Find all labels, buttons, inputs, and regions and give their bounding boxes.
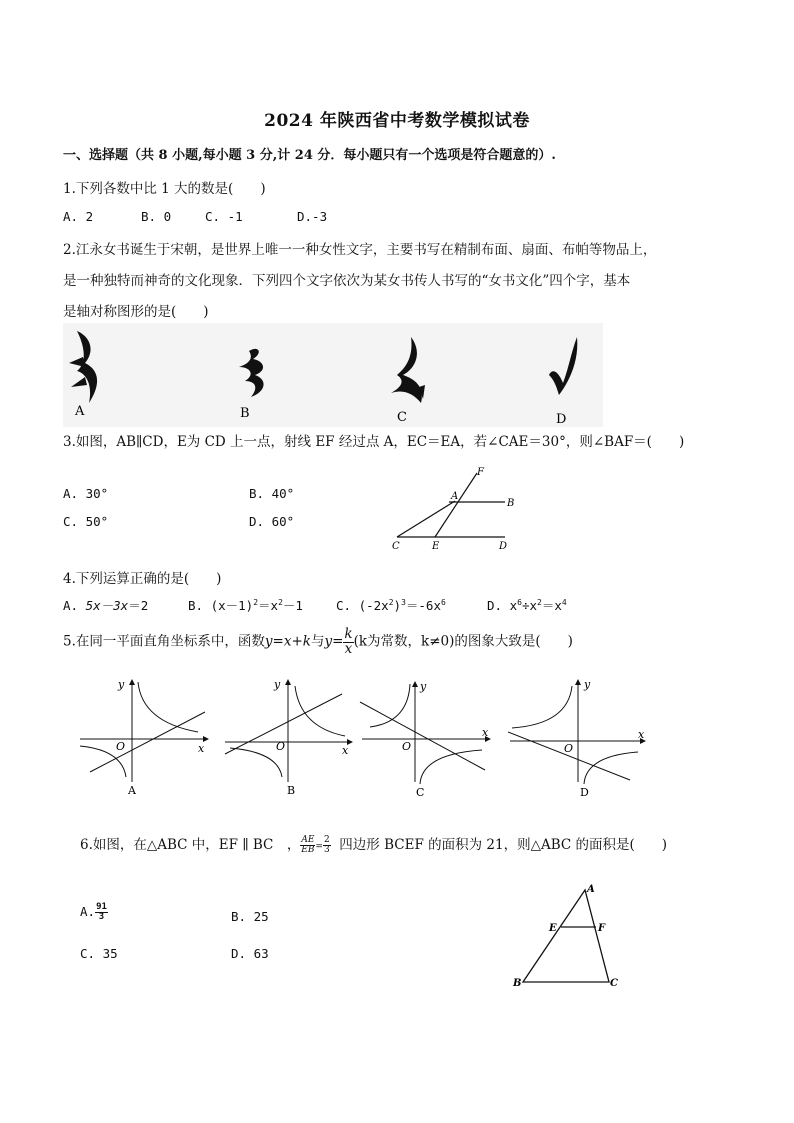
point-b: B [507,498,515,509]
q6-ratio: $\frac{AE}{EB}$ [301,835,315,855]
q5-label-b: B [287,784,296,797]
q4-option-a: A. 5x－3x＝2 [63,598,149,613]
q5-graph-c [360,680,490,799]
q3-geometry-figure [385,465,525,553]
point-c: C [392,541,400,552]
q3-option-a: A. 30° [63,486,109,501]
q4-option-c: C. $(-2x^2)^3=-6x^6$ [336,597,446,613]
svg-text:O: O [276,740,286,753]
svg-text:O: O [116,740,126,753]
q4-option-b: B. $(x-1)^2=x^2-1$ [188,597,303,613]
q3-option-b: B. 40° [249,486,295,501]
svg-text:y: y [118,678,125,691]
q1-option-c: C. -1 [205,209,243,224]
q1-option-a: A. 2 [63,209,94,224]
point-d: D [499,541,508,552]
q5-stem: 5.在同一平面直角坐标系中，函数y=x+k与y= $\frac{k}{x}$ (k为常数，k≠0)的图象大致是( ) [63,626,573,657]
q5-graph-a [80,678,208,797]
point-a: A [451,491,459,502]
svg-text:x: x [482,726,489,739]
q6-stem: 6.如图，在△ABC 中，EF ∥ BC ， $\frac{AE}{EB}$ = $\frac{2}{3}$ 四边形 BCEF 的面积为 21，则△ABC 的面积是( ) [80,835,668,855]
svg-text:y: y [420,680,427,693]
q5-graph-d [508,678,645,799]
q2-calligraphy-figure [63,323,603,427]
q3-stem: 3.如图，AB∥CD，E为 CD 上一点，射线 EF 经过点 A，EC＝EA，若∠CAE＝30°，则∠BAF＝( ) [63,434,685,450]
page-title: 2024 年陕西省中考数学模拟试卷 [264,111,530,131]
svg-text:x: x [198,742,205,755]
q5-graph-b [225,678,352,797]
q3-option-c: C. 50° [63,514,109,529]
q6-option-c: C. 35 [80,946,118,961]
svg-text:x: x [638,728,645,741]
q4-option-d: D. $x^6\div x^2=x^4$ [487,597,567,613]
q6-triangle-figure [505,880,635,992]
q1-option-d: D.-3 [297,209,328,224]
q5-graphs-figure [70,672,660,807]
svg-text:y: y [274,678,281,691]
point-b: B [513,978,522,989]
q6-option-b: B. 25 [231,909,269,924]
q2-label-b: B [240,406,250,421]
q5-label-d: D [580,786,589,799]
point-e: E [432,541,440,552]
svg-text:O: O [564,742,574,755]
svg-text:O: O [402,740,412,753]
svg-text:y: y [584,678,591,691]
q5-label-c: C [416,786,425,799]
section-heading: 一、选择题（共 8 小题,每小题 3 分,计 24 分．每小题只有一个选项是符合题意的）. [63,148,556,163]
q3-option-d: D. 60° [249,514,295,529]
q6-option-d: D. 63 [231,946,269,961]
q5-label-a: A [128,784,136,797]
q1-option-b: B. 0 [141,209,172,224]
triangle-abc [523,890,609,982]
point-c: C [610,978,618,989]
q4-stem: 4.下列运算正确的是( ) [63,571,222,587]
q6-option-a: A. $\frac{91}{3}$ [80,902,107,922]
q2-line2: 是一种独特而神奇的文化现象．下列四个文字依次为某女书传人书写的“女书文化”四个字，基本 [63,273,631,289]
q1-stem: 1.下列各数中比 1 大的数是( ) [63,181,266,197]
q2-line1: 2.江永女书诞生于宋朝，是世界上唯一一种女性文字，主要书写在精制布面、扇面、布帕等物品上， [63,242,657,258]
svg-text:x: x [342,744,349,757]
q2-line3: 是轴对称图形的是( ) [63,304,209,320]
point-a: A [587,884,595,895]
point-f: F [477,467,484,478]
q5-fraction: $\frac{k}{x}$ [344,626,353,657]
ray-ef [435,473,477,537]
q2-label-c: C [397,410,407,425]
point-f: F [598,923,606,934]
point-e: E [549,923,557,934]
q2-label-a: A [75,404,85,419]
q2-label-d: D [556,412,567,427]
